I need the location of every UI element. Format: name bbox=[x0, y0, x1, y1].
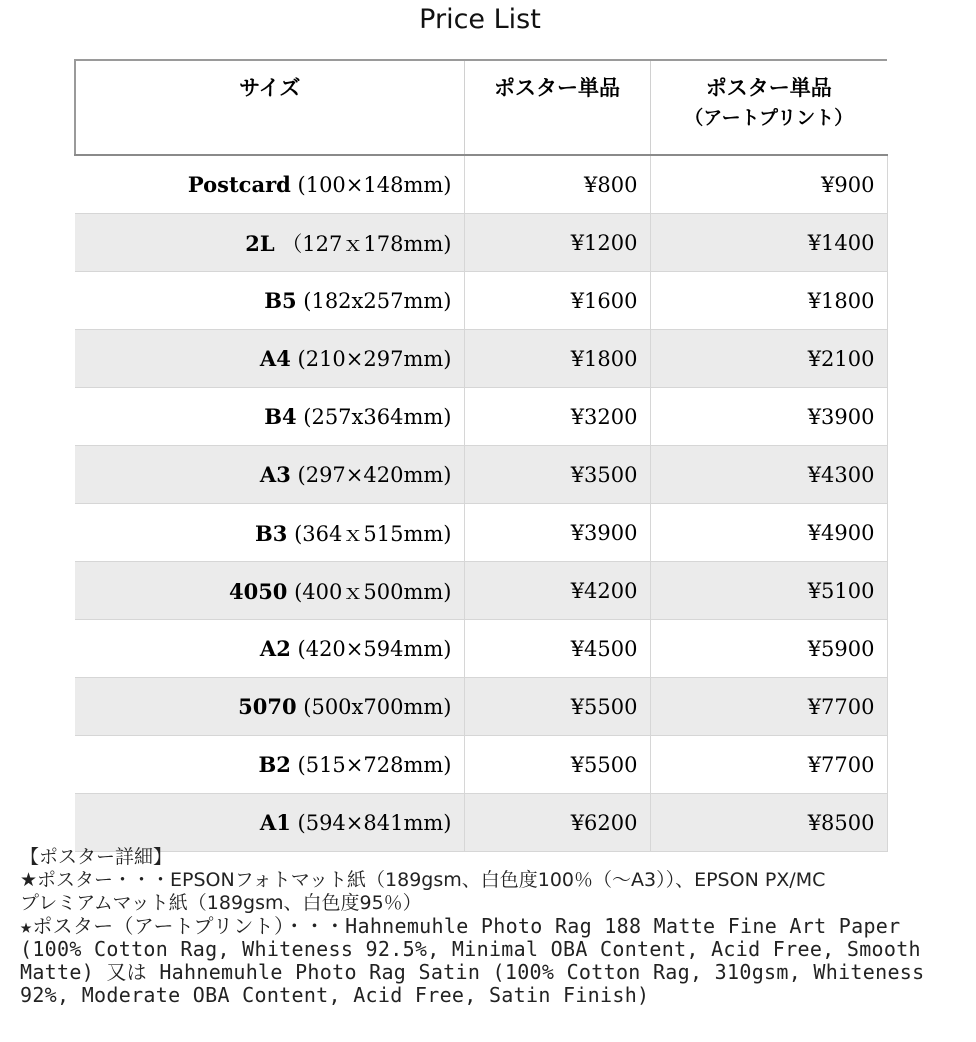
art-print-price: ¥7700 bbox=[650, 678, 887, 736]
price-table bbox=[74, 59, 888, 852]
size-dims: (210×297mm) bbox=[297, 347, 452, 371]
table-row bbox=[75, 446, 887, 504]
size-dims: (400ｘ500mm) bbox=[294, 579, 452, 604]
size-cell bbox=[75, 388, 464, 446]
size-dims: (100×148mm) bbox=[297, 173, 452, 197]
size-name: 5070 bbox=[238, 694, 297, 719]
size-dims: (500x700mm) bbox=[303, 695, 452, 719]
size-name: 4050 bbox=[228, 578, 288, 604]
art-print-price: ¥5900 bbox=[650, 620, 887, 678]
art-print-price: ¥4300 bbox=[650, 446, 887, 504]
notes-section bbox=[20, 846, 960, 1007]
poster-price: ¥4200 bbox=[464, 562, 650, 620]
art-print-price: ¥900 bbox=[650, 155, 887, 214]
size-name: Postcard bbox=[187, 172, 291, 197]
notes-art-print: ★ポスター（アートプリント）・・・Hahnemuhle Photo Rag 188 Matte Fine Art Paper (100% Cotton Rag, Whiteness 92.5%, Minimal OBA Content, Acid Free, Smooth Matte) 又は Hahnemuhle Photo Rag Satin (100% Cotton Rag, 310gsm, Whiteness 92%, Moderate OBA Content, Acid Free, Satin Finish) bbox=[20, 914, 925, 1007]
poster-price: ¥1800 bbox=[464, 330, 650, 388]
art-print-price: ¥5100 bbox=[650, 562, 887, 620]
size-name: A2 bbox=[259, 636, 291, 661]
art-print-price: ¥4900 bbox=[650, 504, 887, 562]
size-name: B5 bbox=[264, 288, 297, 313]
size-dims: (257x364mm) bbox=[303, 405, 452, 429]
notes-poster-line1: ★ポスター・・・EPSONフォトマット紙（189gsm、白色度100％（～A3））、EPSON PX/MC bbox=[20, 869, 826, 891]
header-art-print-label: ポスター単品 bbox=[705, 76, 832, 100]
art-print-price: ¥1800 bbox=[650, 272, 887, 330]
size-dims: (515×728mm) bbox=[297, 753, 452, 777]
poster-price: ¥4500 bbox=[464, 620, 650, 678]
size-dims: （127ｘ178mm) bbox=[281, 231, 452, 256]
poster-price: ¥3500 bbox=[464, 446, 650, 504]
table-row bbox=[75, 678, 887, 736]
table-row bbox=[75, 736, 887, 794]
header-art-print-sub: （アートプリント） bbox=[684, 107, 854, 129]
size-name: A1 bbox=[259, 810, 291, 835]
poster-price: ¥5500 bbox=[464, 678, 650, 736]
size-dims: (420×594mm) bbox=[297, 637, 452, 661]
size-dims: (364ｘ515mm) bbox=[294, 521, 452, 546]
size-dims: (297×420mm) bbox=[297, 463, 452, 487]
size-cell bbox=[75, 562, 464, 620]
table-row bbox=[75, 562, 887, 620]
poster-price: ¥5500 bbox=[464, 736, 650, 794]
table-header-row bbox=[75, 60, 887, 155]
table-row bbox=[75, 155, 887, 214]
page-title: Price List bbox=[419, 4, 541, 35]
table-row bbox=[75, 330, 887, 388]
size-cell bbox=[75, 504, 464, 562]
header-art-print bbox=[650, 60, 887, 155]
size-cell bbox=[75, 214, 464, 272]
size-name: A3 bbox=[259, 462, 291, 487]
art-print-price: ¥8500 bbox=[650, 794, 887, 852]
price-table-body bbox=[75, 155, 887, 852]
size-cell bbox=[75, 155, 464, 214]
art-print-price: ¥2100 bbox=[650, 330, 887, 388]
table-row bbox=[75, 794, 887, 852]
poster-price: ¥800 bbox=[464, 155, 650, 214]
art-print-price: ¥7700 bbox=[650, 736, 887, 794]
table-row bbox=[75, 388, 887, 446]
notes-poster-line2: プレミアムマット紙（189gsm、白色度95％） bbox=[20, 892, 422, 914]
size-name: A4 bbox=[259, 346, 291, 371]
poster-price: ¥3200 bbox=[464, 388, 650, 446]
size-name: 2L bbox=[245, 230, 275, 256]
header-size: サイズ bbox=[75, 60, 464, 155]
size-name: B3 bbox=[255, 520, 288, 546]
size-cell bbox=[75, 678, 464, 736]
size-name: B2 bbox=[258, 752, 291, 777]
poster-price: ¥3900 bbox=[464, 504, 650, 562]
poster-price: ¥1600 bbox=[464, 272, 650, 330]
size-cell bbox=[75, 330, 464, 388]
size-dims: (182x257mm) bbox=[303, 289, 452, 313]
size-cell bbox=[75, 272, 464, 330]
table-row bbox=[75, 504, 887, 562]
size-dims: (594×841mm) bbox=[297, 811, 452, 835]
size-cell bbox=[75, 620, 464, 678]
size-cell bbox=[75, 446, 464, 504]
header-poster: ポスター単品 bbox=[464, 60, 650, 155]
art-print-price: ¥3900 bbox=[650, 388, 887, 446]
size-name: B4 bbox=[264, 404, 297, 429]
poster-price: ¥1200 bbox=[464, 214, 650, 272]
poster-price: ¥6200 bbox=[464, 794, 650, 852]
size-cell bbox=[75, 794, 464, 852]
art-print-price: ¥1400 bbox=[650, 214, 887, 272]
table-row bbox=[75, 620, 887, 678]
notes-heading: 【ポスター詳細】 bbox=[20, 846, 173, 868]
table-row bbox=[75, 214, 887, 272]
table-row bbox=[75, 272, 887, 330]
size-cell bbox=[75, 736, 464, 794]
